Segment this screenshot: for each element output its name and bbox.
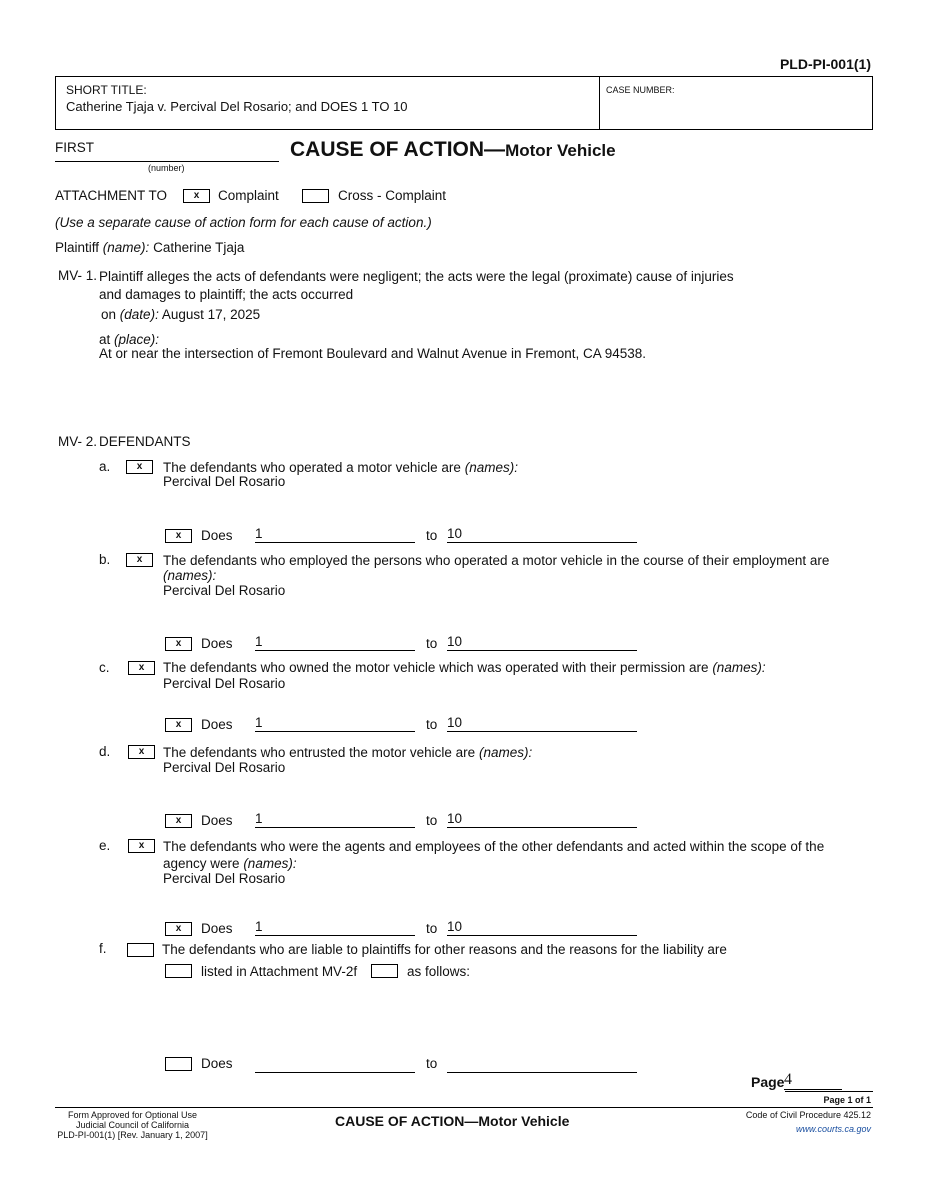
item-d-does-to: 10 [447, 811, 463, 826]
item-a-names-label: (names): [464, 460, 518, 475]
item-b-does-to: 10 [447, 634, 463, 649]
item-b-does-from: 1 [255, 634, 263, 649]
item-c-to-label: to [426, 717, 438, 732]
mv1-text-line2: and damages to plaintiff; the acts occurred [99, 287, 354, 302]
item-c-text [163, 660, 766, 675]
item-e-names-label: (names): [243, 856, 297, 871]
cause-number-value: FIRST [55, 140, 94, 155]
item-a-letter: a. [99, 459, 111, 474]
item-f-does-from-field[interactable] [255, 1056, 415, 1073]
item-e-letter: e. [99, 838, 111, 853]
item-f-description: The defendants who are liable to plaintiffs for other reasons and the reasons for the liability are [162, 942, 727, 957]
item-e-does-to-field[interactable] [447, 919, 637, 936]
plaintiff-line [55, 240, 244, 255]
plaintiff-name-label: (name): [102, 240, 150, 255]
item-a-does-to: 10 [447, 526, 463, 541]
page-title-main: CAUSE OF ACTION— [290, 138, 506, 161]
item-e-description: The defendants who were the agents and employees of the other defendants and acted within the scope of the [163, 839, 825, 854]
page-of-divider [785, 1091, 873, 1092]
complaint-label: Complaint [218, 188, 279, 203]
mv1-date-field[interactable]: August 17, 2025 [161, 307, 261, 322]
item-b-does-to-field[interactable] [447, 634, 637, 651]
plaintiff-label: Plaintiff [55, 240, 100, 255]
item-f-letter: f. [99, 941, 107, 956]
page-of-text: Page 1 of 1 [823, 1095, 871, 1105]
item-a-does-from-field[interactable] [255, 526, 415, 543]
item-a-checkbox[interactable]: x [126, 460, 153, 474]
footer-left [55, 1110, 210, 1140]
item-e-text-line2 [163, 856, 297, 871]
item-b-does-from-field[interactable] [255, 634, 415, 651]
item-c-does-from-field[interactable] [255, 715, 415, 732]
item-d-does-to-field[interactable] [447, 811, 637, 828]
item-e-description-cont: agency were [163, 856, 240, 871]
case-number-label: CASE NUMBER: [606, 85, 675, 95]
page-title-sub: Motor Vehicle [505, 141, 616, 160]
item-a-does-label: Does [201, 528, 233, 543]
item-a-description: The defendants who operated a motor vehicle are [163, 460, 461, 475]
cross-complaint-checkbox[interactable] [302, 189, 329, 203]
item-c-does-checkbox[interactable]: x [165, 718, 192, 732]
item-e-does-checkbox[interactable]: x [165, 922, 192, 936]
plaintiff-name-field[interactable]: Catherine Tjaja [153, 240, 245, 255]
item-d-does-checkbox[interactable]: x [165, 814, 192, 828]
item-f-checkbox[interactable] [127, 943, 154, 957]
item-f-attachment-checkbox[interactable] [165, 964, 192, 978]
item-c-description: The defendants who owned the motor vehicle which was operated with their permission are [163, 660, 709, 675]
item-e-does-from-field[interactable] [255, 919, 415, 936]
cause-number-field[interactable] [55, 140, 279, 162]
caption-divider [599, 77, 600, 129]
item-f-follows-label: as follows: [407, 964, 471, 979]
item-d-letter: d. [99, 744, 111, 759]
item-b-does-label: Does [201, 636, 233, 651]
footer-approved: Form Approved for Optional Use [67, 1110, 198, 1120]
caption-box [55, 76, 873, 130]
short-title-field[interactable]: Catherine Tjaja v. Percival Del Rosario; and DOES 1 TO 10 [66, 99, 408, 114]
item-d-names-field[interactable]: Percival Del Rosario [163, 760, 286, 775]
item-d-to-label: to [426, 813, 438, 828]
item-b-names-field[interactable]: Percival Del Rosario [163, 583, 286, 598]
item-c-does-to-field[interactable] [447, 715, 637, 732]
item-c-does-from: 1 [255, 715, 263, 730]
item-d-does-from-field[interactable] [255, 811, 415, 828]
footer-website-link[interactable]: www.courts.ca.gov [795, 1124, 871, 1134]
footer-title: CAUSE OF ACTION—Motor Vehicle [335, 1113, 570, 1129]
item-c-does-to: 10 [447, 715, 463, 730]
item-c-letter: c. [99, 660, 110, 675]
item-e-checkbox[interactable]: x [128, 839, 155, 853]
item-a-names-field[interactable]: Percival Del Rosario [163, 474, 286, 489]
mv1-on-label: on [101, 307, 117, 322]
item-e-does-to: 10 [447, 919, 463, 934]
page-number-field[interactable]: 4 [784, 1071, 842, 1090]
item-c-does-label: Does [201, 717, 233, 732]
item-f-does-label: Does [201, 1056, 233, 1071]
item-e-does-from: 1 [255, 919, 263, 934]
mv2-label: MV- 2. [58, 434, 98, 449]
item-e-to-label: to [426, 921, 438, 936]
item-b-description: The defendants who employed the persons who operated a motor vehicle in the course of their employment are [163, 553, 830, 568]
mv1-place-label: (place): [114, 332, 160, 347]
footer-form-rev: PLD-PI-001(1) [Rev. January 1, 2007] [57, 1130, 208, 1140]
instruction-text: (Use a separate cause of action form for each cause of action.) [55, 215, 432, 230]
case-number-field[interactable] [606, 99, 866, 123]
item-a-does-checkbox[interactable]: x [165, 529, 192, 543]
item-a-text [163, 460, 518, 475]
item-c-names-label: (names): [712, 660, 766, 675]
cause-number-caption: (number) [148, 163, 185, 173]
page-label: Page [751, 1074, 785, 1090]
item-b-to-label: to [426, 636, 438, 651]
item-d-does-label: Does [201, 813, 233, 828]
item-a-does-from: 1 [255, 526, 263, 541]
item-b-names-label: (names): [163, 568, 217, 583]
item-a-to-label: to [426, 528, 438, 543]
item-d-names-label: (names): [478, 745, 533, 760]
mv1-date-line [101, 307, 260, 322]
mv2-heading: DEFENDANTS [99, 434, 191, 449]
footer-code: Code of Civil Procedure 425.12 [745, 1110, 871, 1120]
item-c-names-field[interactable]: Percival Del Rosario [163, 676, 286, 691]
mv1-at-line [99, 332, 159, 347]
item-d-text [163, 745, 532, 760]
item-e-names-field[interactable]: Percival Del Rosario [163, 871, 286, 886]
short-title-label: SHORT TITLE: [66, 83, 147, 97]
form-number: PLD-PI-001(1) [779, 56, 871, 72]
mv1-place-field[interactable]: At or near the intersection of Fremont Boulevard and Walnut Avenue in Fremont, CA 94538. [99, 346, 647, 361]
attachment-label: ATTACHMENT TO [55, 188, 168, 203]
item-f-does-to-field[interactable] [447, 1056, 637, 1073]
item-d-description: The defendants who entrusted the motor vehicle are [163, 745, 476, 760]
mv1-at-label: at [99, 332, 111, 347]
item-a-does-to-field[interactable] [447, 526, 637, 543]
item-f-to-label: to [426, 1056, 438, 1071]
item-d-does-from: 1 [255, 811, 263, 826]
cross-complaint-label: Cross - Complaint [338, 188, 447, 203]
mv1-label: MV- 1. [58, 268, 98, 283]
footer-rule [55, 1107, 873, 1108]
footer-council: Judicial Council of California [75, 1120, 190, 1130]
item-c-checkbox[interactable]: x [128, 661, 155, 675]
item-b-checkbox[interactable]: x [126, 553, 153, 567]
complaint-checkbox[interactable]: x [183, 189, 210, 203]
item-f-follows-checkbox[interactable] [371, 964, 398, 978]
mv1-date-label: (date): [119, 307, 159, 322]
item-e-does-label: Does [201, 921, 233, 936]
item-b-letter: b. [99, 552, 111, 567]
mv1-text-line1: Plaintiff alleges the acts of defendants were negligent; the acts were the legal (proximate) cause of injuries [99, 269, 734, 284]
page-title [290, 138, 616, 162]
item-f-does-checkbox[interactable] [165, 1057, 192, 1071]
item-b-does-checkbox[interactable]: x [165, 637, 192, 651]
item-d-checkbox[interactable]: x [128, 745, 155, 759]
item-f-attachment-label: listed in Attachment MV-2f [201, 964, 358, 979]
